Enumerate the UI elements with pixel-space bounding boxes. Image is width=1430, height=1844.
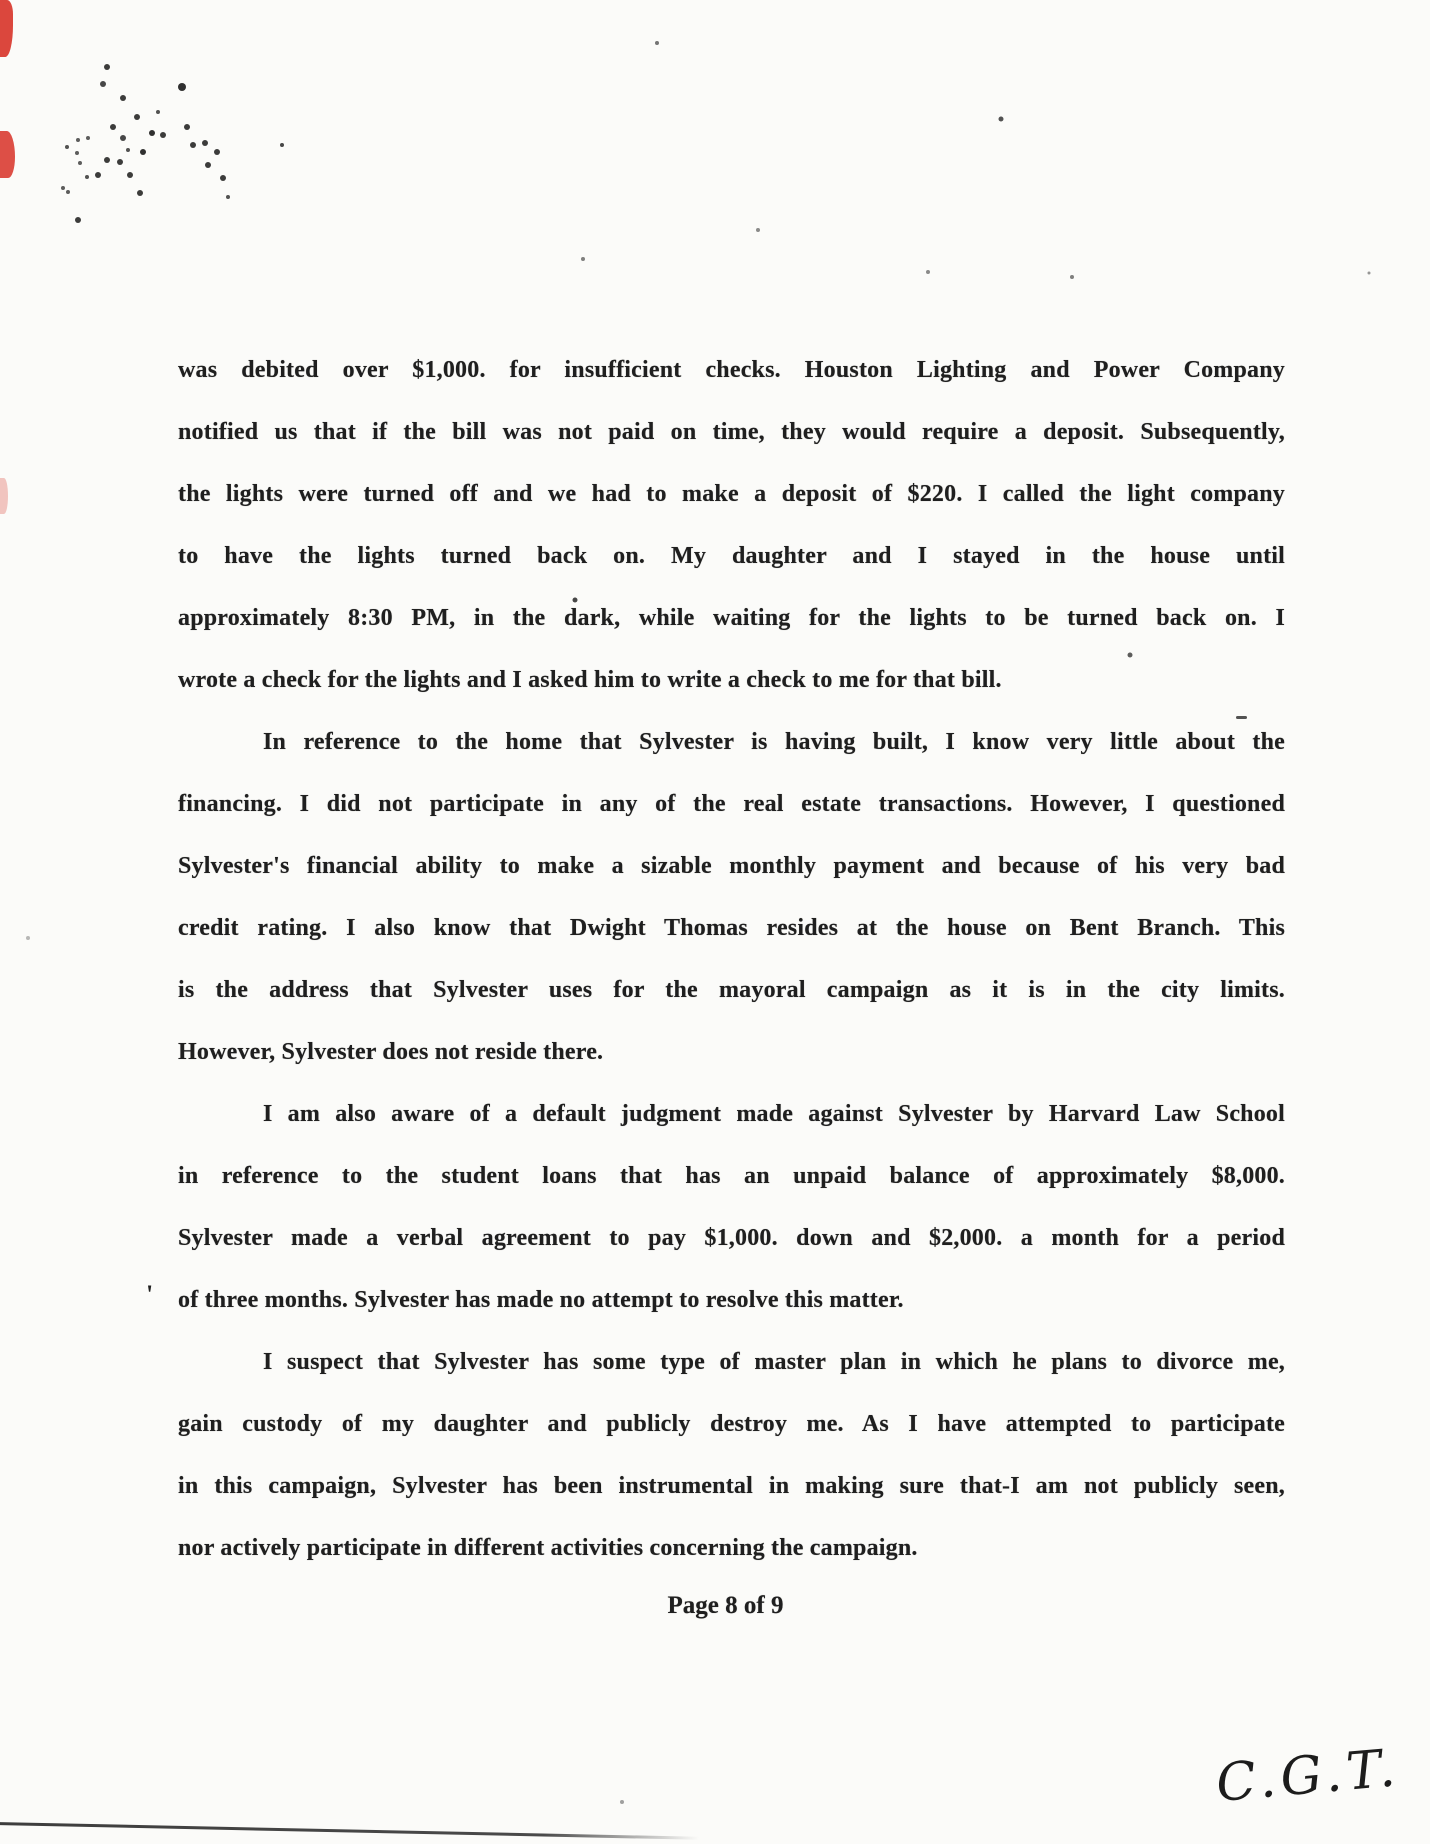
margin-stray-mark: ' (146, 1280, 154, 1309)
text-line: I suspect that Sylvester has some type of master plan in which he plans to divorce me, (263, 1349, 1285, 1375)
text-line: the lights were turned off and we had to make a deposit of $220. I called the light company (178, 481, 1285, 507)
text-line: was debited over $1,000. for insufficient checks. Houston Lighting and Power Company (178, 357, 1285, 383)
text-line: However, Sylvester does not reside there. (178, 1039, 604, 1065)
text-line: credit rating. I also know that Dwight Thomas resides at the house on Bent Branch. This (178, 915, 1285, 941)
text-line: financing. I did not participate in any of the real estate transactions. However, I questioned (178, 791, 1285, 817)
text-line: is the address that Sylvester uses for the mayoral campaign as it is in the city limits. (178, 977, 1285, 1003)
text-line: approximately 8:30 PM, in the dark, while waiting for the lights to be turned back on. I (178, 605, 1285, 631)
red-edge-scan-mark (0, 131, 15, 178)
text-line: notified us that if the bill was not paid on time, they would require a deposit. Subsequently, (178, 419, 1285, 445)
text-line: I am also aware of a default judgment made against Sylvester by Harvard Law School (263, 1101, 1285, 1127)
text-line: In reference to the home that Sylvester is having built, I know very little about the (263, 729, 1285, 755)
red-edge-scan-mark (0, 478, 8, 514)
text-line: to have the lights turned back on. My daughter and I stayed in the house until (178, 543, 1285, 569)
text-line: in reference to the student loans that has an unpaid balance of approximately $8,000. (178, 1163, 1285, 1189)
page-number: Page 8 of 9 (667, 1592, 784, 1619)
red-edge-scan-mark (0, 0, 13, 57)
text-line: in this campaign, Sylvester has been instrumental in making sure that-I am not publicly seen, (178, 1473, 1285, 1499)
text-line: of three months. Sylvester has made no attempt to resolve this matter. (178, 1287, 904, 1313)
text-line: wrote a check for the lights and I asked him to write a check to me for that bill. (178, 667, 1002, 693)
text-line: nor actively participate in different activities concerning the campaign. (178, 1535, 918, 1561)
handwritten-initials: C.G.T. (1213, 1738, 1403, 1814)
text-line: Sylvester's financial ability to make a sizable monthly payment and because of his very bad (178, 853, 1285, 879)
text-line: Sylvester made a verbal agreement to pay $1,000. down and $2,000. a month for a period (178, 1225, 1285, 1251)
page-edge-scan-line (0, 1822, 699, 1840)
document-body-text (178, 339, 1285, 1579)
text-line: gain custody of my daughter and publicly destroy me. As I have attempted to participate (178, 1411, 1285, 1437)
